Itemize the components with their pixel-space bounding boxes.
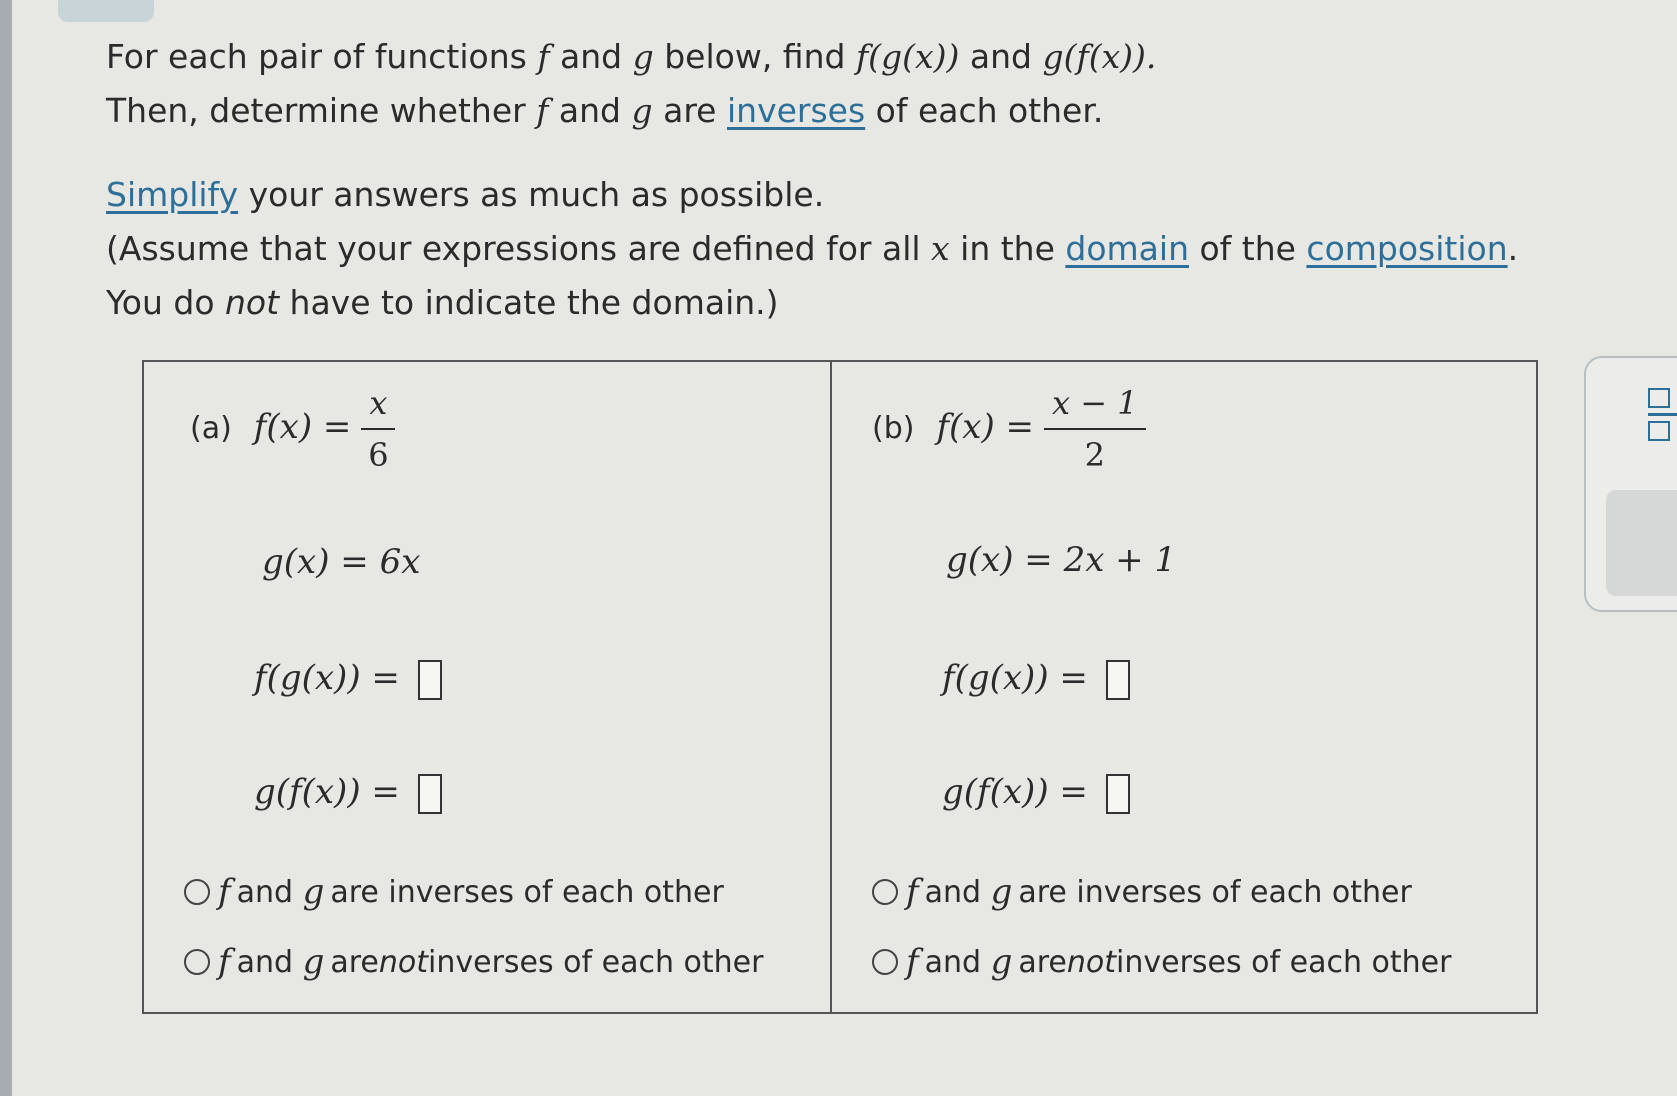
part-b-gf-row bbox=[942, 772, 1130, 814]
f-symbol: f bbox=[536, 91, 549, 130]
instruction-line-2 bbox=[106, 84, 1518, 138]
domain-link[interactable]: domain bbox=[1065, 229, 1189, 268]
part-b-f-definition bbox=[872, 384, 1146, 474]
part-b-gf-answer-input[interactable] bbox=[1106, 774, 1130, 814]
g-symbol: g bbox=[302, 872, 325, 912]
part-a-choice-inverses[interactable] bbox=[184, 872, 724, 912]
choice-and: and bbox=[924, 874, 982, 910]
g-symbol: g bbox=[990, 942, 1013, 982]
choice-not: not bbox=[378, 944, 429, 980]
f-symbol: f bbox=[218, 872, 231, 912]
text: You do bbox=[106, 283, 225, 322]
instruction-line-5 bbox=[106, 276, 1518, 330]
math-tool-panel bbox=[1584, 356, 1677, 612]
part-b-fg-answer-input[interactable] bbox=[1106, 660, 1130, 700]
part-a-g-definition bbox=[262, 542, 420, 582]
text: have to indicate the domain.) bbox=[279, 283, 779, 322]
f-symbol: f bbox=[537, 37, 550, 76]
instructions bbox=[106, 30, 1518, 330]
choice-text: are bbox=[1018, 944, 1067, 980]
part-b-denominator: 2 bbox=[1084, 436, 1105, 474]
part-b-fg-row bbox=[942, 658, 1130, 700]
radio-button-icon[interactable] bbox=[184, 879, 210, 905]
part-b-f-lhs: f(x) = bbox=[936, 407, 1035, 447]
tool-button[interactable] bbox=[1606, 490, 1677, 596]
part-a-g-text: g(x) = 6x bbox=[262, 542, 421, 582]
problem-grid bbox=[142, 360, 1538, 1014]
radio-button-icon[interactable] bbox=[184, 949, 210, 975]
text: and bbox=[959, 37, 1043, 76]
choice-text: are bbox=[330, 944, 379, 980]
radio-button-icon[interactable] bbox=[872, 949, 898, 975]
text: of the bbox=[1188, 229, 1307, 268]
part-a-f-lhs: f(x) = bbox=[253, 407, 352, 447]
text: in the bbox=[949, 229, 1066, 268]
part-b-numerator: x − 1 bbox=[1044, 384, 1146, 430]
composition-link[interactable]: composition bbox=[1306, 229, 1508, 268]
part-a-denominator: 6 bbox=[368, 436, 389, 474]
denominator-slot bbox=[1648, 421, 1670, 441]
simplify-link[interactable]: Simplify bbox=[106, 175, 239, 214]
part-b-choice-not-inverses[interactable] bbox=[872, 942, 1451, 982]
numerator-slot bbox=[1648, 388, 1670, 408]
emphasis-not: not bbox=[225, 283, 280, 322]
text: Then, determine whether bbox=[106, 91, 537, 130]
part-b-gf-label: g(f(x)) = bbox=[942, 772, 1088, 812]
choice-and: and bbox=[924, 944, 982, 980]
choice-text: are inverses of each other bbox=[1018, 874, 1412, 910]
part-b-g-definition bbox=[946, 540, 1176, 580]
gf-expression: g(f(x)). bbox=[1042, 37, 1157, 76]
x-symbol: x bbox=[931, 229, 950, 268]
part-a-fg-row bbox=[254, 658, 442, 700]
choice-text: inverses of each other bbox=[1116, 944, 1452, 980]
text: your answers as much as possible. bbox=[238, 175, 825, 214]
part-a-fg-label: f(g(x)) = bbox=[254, 658, 400, 698]
text: For each pair of functions bbox=[106, 37, 538, 76]
instruction-line-1 bbox=[106, 30, 1518, 84]
part-a-gf-answer-input[interactable] bbox=[418, 774, 442, 814]
choice-text: inverses of each other bbox=[428, 944, 764, 980]
part-b-label: (b) bbox=[872, 411, 915, 446]
part-a-cell bbox=[144, 362, 832, 1012]
g-symbol: g bbox=[302, 942, 325, 982]
part-a-gf-label: g(f(x)) = bbox=[254, 772, 400, 812]
text: are bbox=[652, 91, 727, 130]
part-a-choice-not-inverses[interactable] bbox=[184, 942, 763, 982]
fg-expression: f(g(x)) bbox=[855, 37, 960, 76]
choice-and: and bbox=[236, 944, 294, 980]
part-b-fg-label: f(g(x)) = bbox=[942, 658, 1088, 698]
choice-and: and bbox=[236, 874, 294, 910]
part-a-fraction bbox=[361, 384, 395, 474]
instruction-line-4 bbox=[106, 222, 1518, 276]
f-symbol: f bbox=[218, 942, 231, 982]
part-a-gf-row bbox=[254, 772, 442, 814]
text: below, find bbox=[653, 37, 856, 76]
part-b-choice-inverses[interactable] bbox=[872, 872, 1412, 912]
text: . bbox=[1507, 229, 1519, 268]
part-a-label: (a) bbox=[190, 411, 232, 446]
f-symbol: f bbox=[906, 942, 919, 982]
inverses-link[interactable]: inverses bbox=[726, 91, 866, 130]
part-a-fg-answer-input[interactable] bbox=[418, 660, 442, 700]
top-tab bbox=[58, 0, 154, 22]
g-symbol: g bbox=[631, 91, 653, 130]
part-b-fraction bbox=[1044, 384, 1146, 474]
text: (Assume that your expressions are defined for all bbox=[106, 229, 932, 268]
text: and bbox=[548, 91, 632, 130]
f-symbol: f bbox=[906, 872, 919, 912]
g-symbol: g bbox=[632, 37, 654, 76]
instruction-line-3 bbox=[106, 168, 1518, 222]
part-b-cell bbox=[832, 362, 1536, 1012]
part-a-numerator: x bbox=[361, 384, 395, 430]
radio-button-icon[interactable] bbox=[872, 879, 898, 905]
choice-text: are inverses of each other bbox=[330, 874, 724, 910]
fraction-template-icon[interactable] bbox=[1648, 388, 1677, 452]
choice-not: not bbox=[1066, 944, 1117, 980]
part-b-g-text: g(x) = 2x + 1 bbox=[946, 540, 1177, 580]
g-symbol: g bbox=[990, 872, 1013, 912]
text: of each other. bbox=[865, 91, 1104, 130]
part-a-f-definition bbox=[190, 384, 395, 474]
window-edge bbox=[0, 0, 12, 1096]
text: and bbox=[549, 37, 633, 76]
fraction-bar bbox=[1648, 413, 1677, 416]
